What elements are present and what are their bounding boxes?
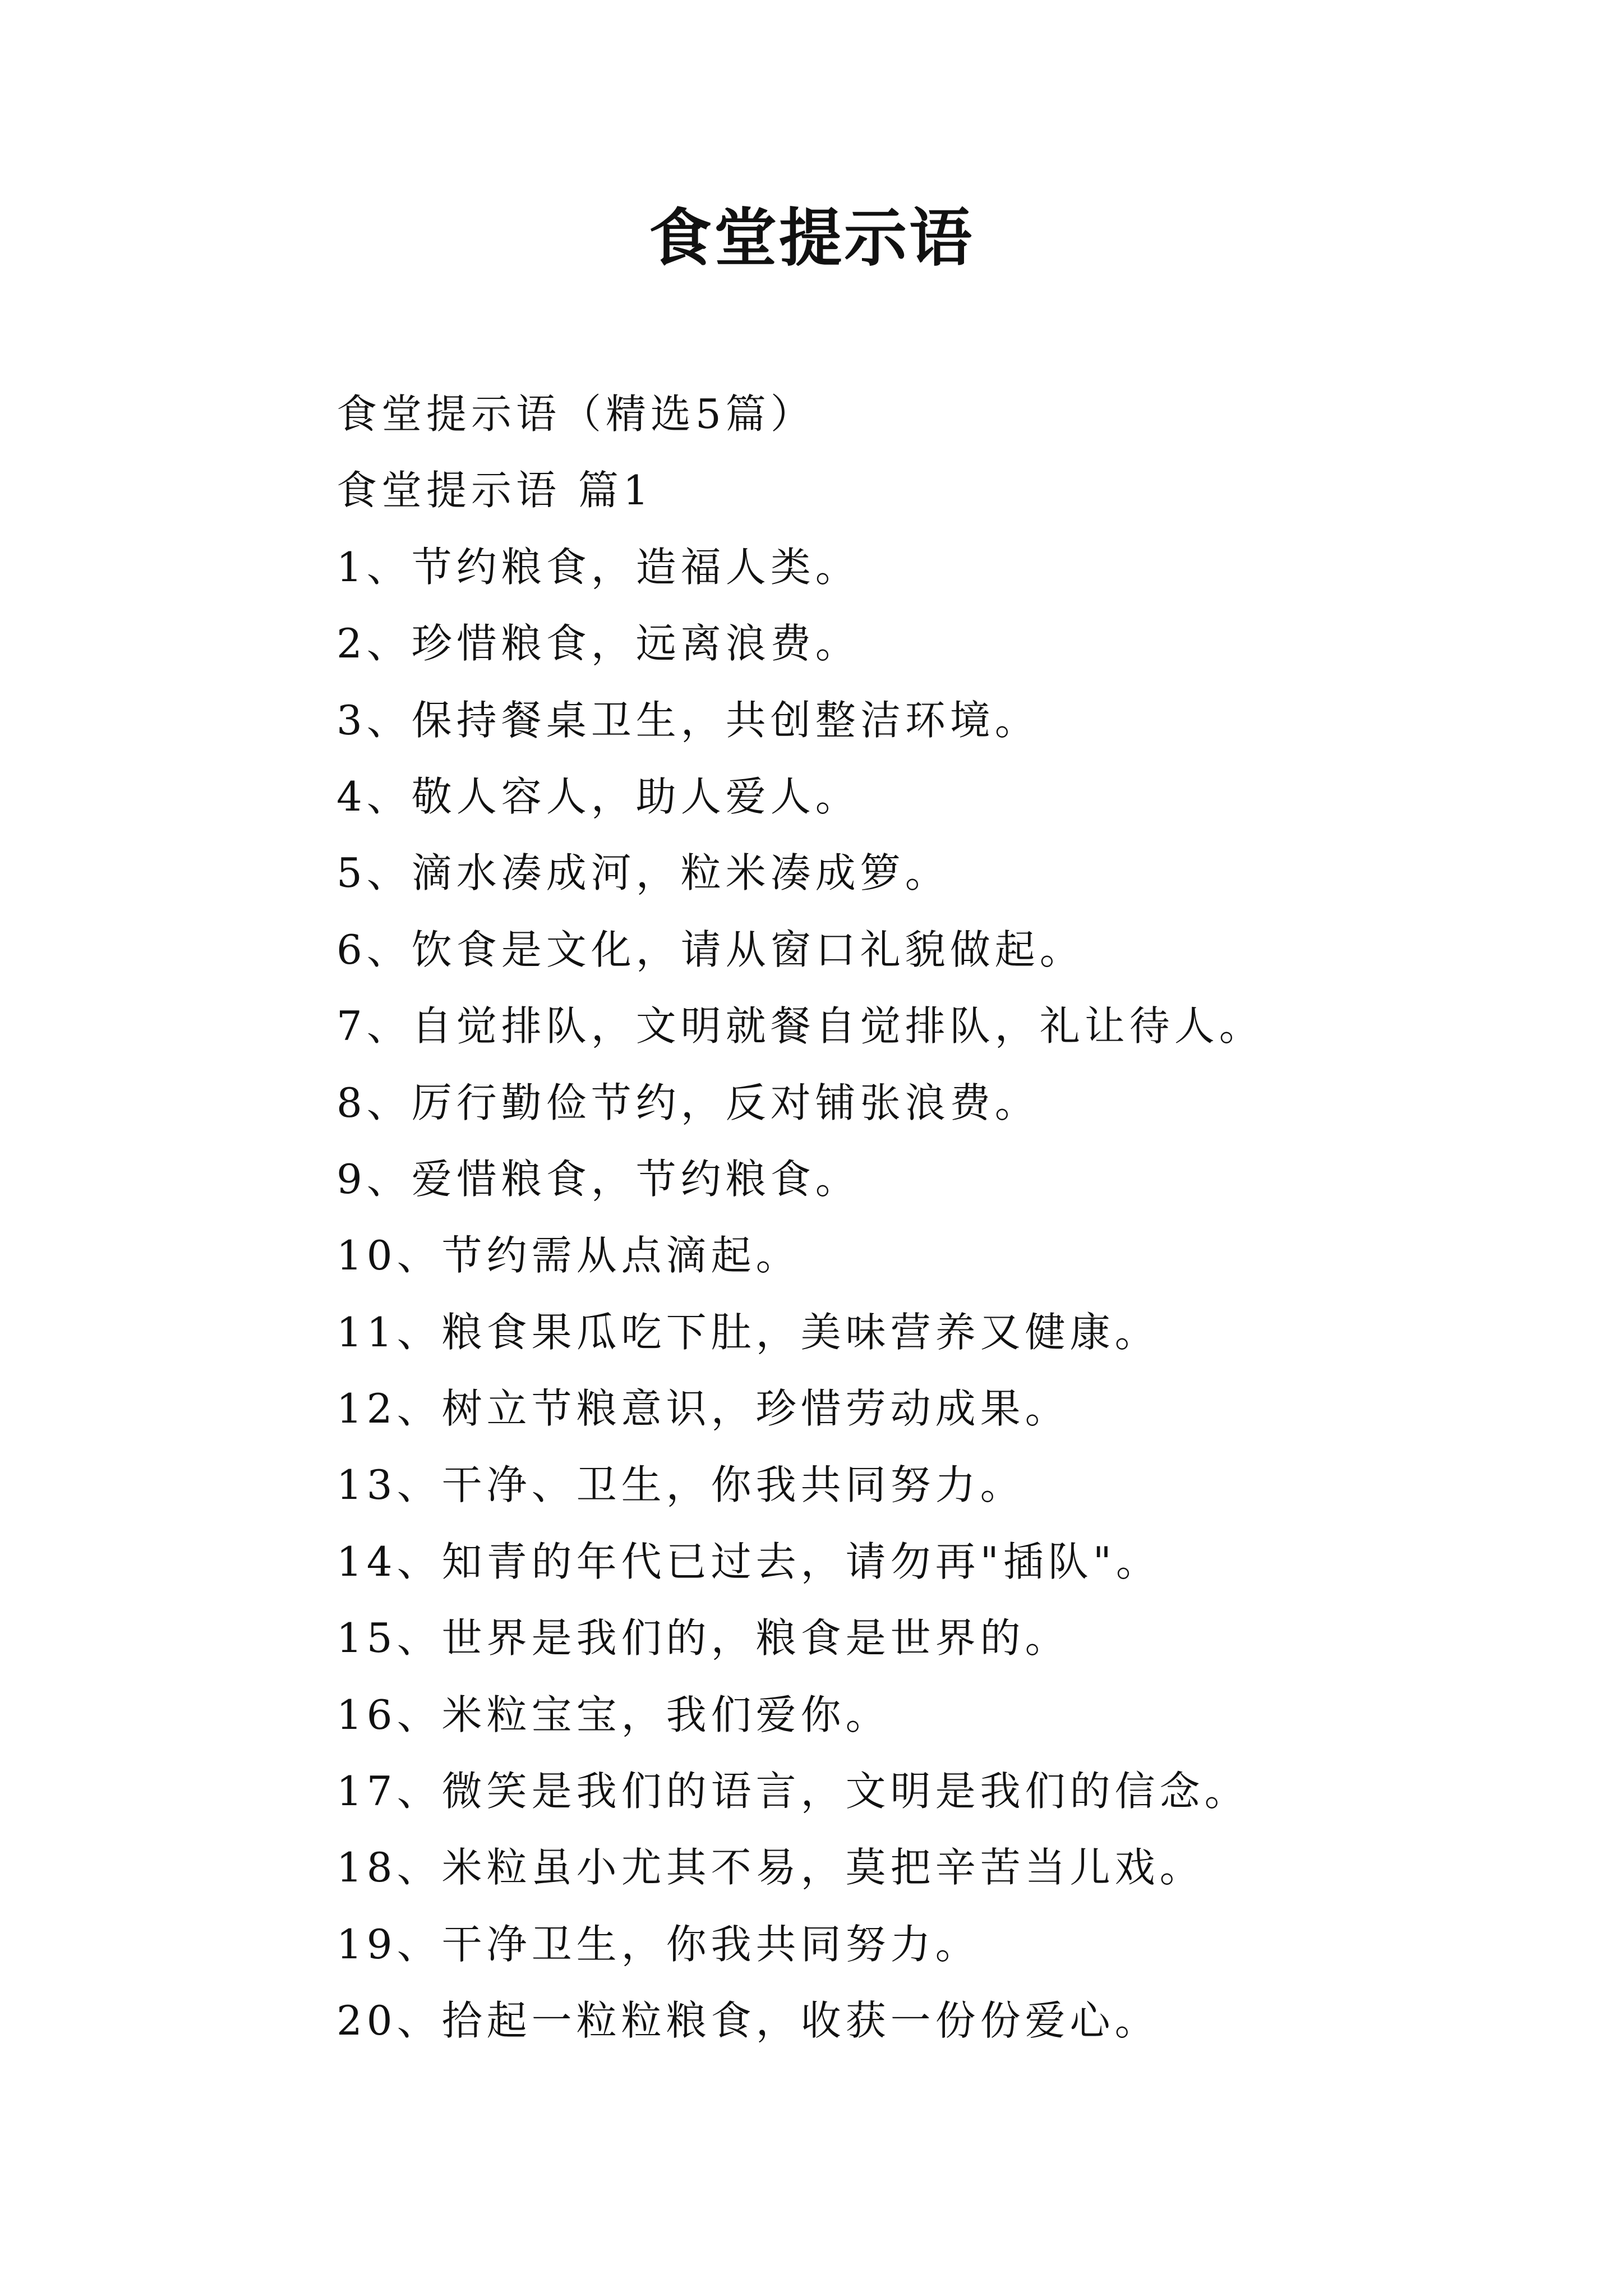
list-item: 10、节约需从点滴起。 <box>336 1232 801 1280</box>
section-heading: 食堂提示语 篇1 <box>336 467 653 514</box>
list-item: 19、干净卫生，你我共同努力。 <box>336 1920 980 1968</box>
list-item: 9、爱惜粮食，节约粮食。 <box>336 1155 860 1203</box>
list-item: 11、粮食果瓜吃下肚，美味营养又健康。 <box>336 1308 1160 1356</box>
list-item: 4、敬人容人，助人爱人。 <box>336 772 860 820</box>
list-item: 8、厉行勤俭节约，反对铺张浪费。 <box>336 1079 1040 1126</box>
list-item: 20、拾起一粒粒粮食，收获一份份爱心。 <box>336 1997 1160 2045</box>
list-item: 2、珍惜粮食，远离浪费。 <box>336 620 860 668</box>
list-item: 5、滴水凑成河，粒米凑成箩。 <box>336 849 950 897</box>
list-item: 16、米粒宝宝，我们爱你。 <box>336 1691 891 1738</box>
document-title: 食堂提示语 <box>649 201 974 275</box>
list-item: 6、饮食是文化，请从窗口礼貌做起。 <box>336 926 1085 973</box>
slogan-list <box>336 529 1514 2059</box>
list-item: 18、米粒虽小尤其不易，莫把辛苦当儿戏。 <box>336 1844 1205 1892</box>
list-item: 13、干净、卫生，你我共同努力。 <box>336 1461 1025 1509</box>
list-item: 17、微笑是我们的语言，文明是我们的信念。 <box>336 1768 1249 1815</box>
list-item: 1、节约粮食，造福人类。 <box>336 543 860 591</box>
list-item: 3、保持餐桌卫生，共创整洁环境。 <box>336 696 1040 744</box>
list-item: 12、树立节粮意识，珍惜劳动成果。 <box>336 1385 1070 1433</box>
list-item: 15、世界是我们的，粮食是世界的。 <box>336 1614 1070 1662</box>
list-item: 7、自觉排队，文明就餐自觉排队，礼让待人。 <box>336 1002 1264 1050</box>
document-body <box>336 376 1514 2059</box>
intro-line: 食堂提示语（精选5篇） <box>336 390 815 438</box>
list-item: 14、知青的年代已过去，请勿再"插队"。 <box>336 1538 1161 1585</box>
